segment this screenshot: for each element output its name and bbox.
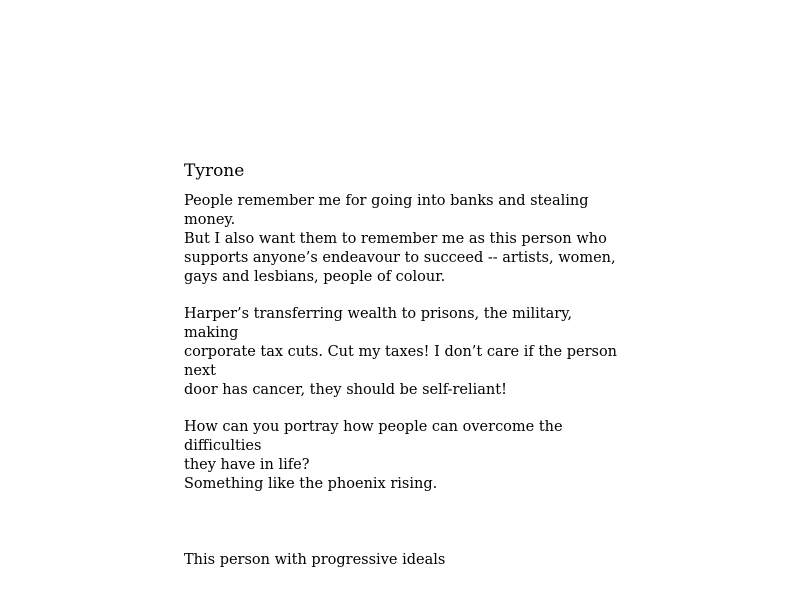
document-body xyxy=(184,160,624,570)
paragraph-2: Harper’s transferring wealth to prisons, the military, making corporate tax cuts. Cut my taxes! I don’t care if the person next door has cancer, they should be self-reliant! xyxy=(184,306,618,398)
paragraph-spacer xyxy=(184,287,624,305)
paragraph-1: People remember me for going into banks and stealing money. But I also want them to remember me as this person who supports anyone’s endeavour to succeed -- artists, women, gays and lesbians, people of colour. xyxy=(184,193,616,285)
paragraph-3: How can you portray how people can overcome the difficulties they have in life? Something like the phoenix rising. xyxy=(184,419,563,492)
paragraph-spacer xyxy=(184,400,624,418)
document-title: Tyrone xyxy=(184,161,245,181)
paragraph-4: This person with progressive ideals xyxy=(184,552,446,568)
paragraph-spacer xyxy=(184,494,624,551)
